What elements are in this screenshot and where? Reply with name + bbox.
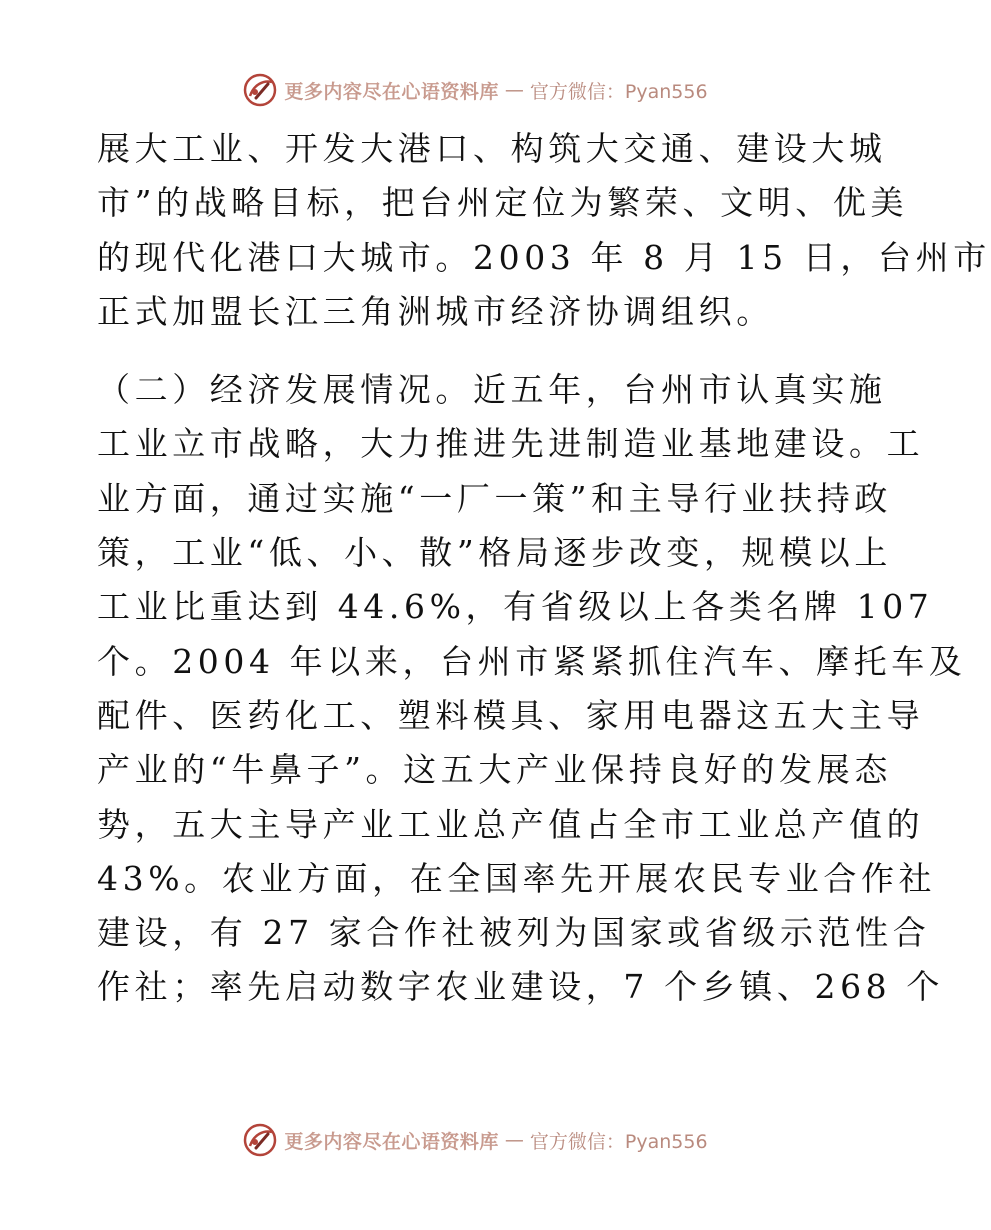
text-line: 43%。农业方面，在全国率先开展农民专业合作社 bbox=[97, 858, 937, 898]
text-line: 的现代化港口大城市。2003 年 8 月 15 日，台州市 bbox=[97, 237, 991, 277]
footer-watermark bbox=[0, 1120, 950, 1160]
text-line: 配件、医药化工、塑料模具、家用电器这五大主导 bbox=[97, 695, 925, 735]
document-body bbox=[97, 122, 991, 1015]
watermark-wechat-text: 官方微信：Pyan556 bbox=[529, 1130, 708, 1153]
brand-logo-icon bbox=[242, 1122, 278, 1158]
watermark-separator: — bbox=[504, 1129, 524, 1151]
paragraph-1 bbox=[97, 122, 991, 339]
text-line: 工业立市战略，大力推进先进制造业基地建设。工 bbox=[97, 424, 925, 464]
text-line: 策，工业“低、小、散”格局逐步改变，规模以上 bbox=[97, 533, 892, 573]
text-line: 个。2004 年以来，台州市紧紧抓住汽车、摩托车及 bbox=[97, 641, 967, 681]
text-line: 工业比重达到 44.6%，有省级以上各类名牌 107 bbox=[97, 587, 934, 627]
watermark-brand-text: 更多内容尽在心语资料库 bbox=[284, 80, 499, 103]
paragraph-2 bbox=[97, 363, 967, 1015]
text-line: 势，五大主导产业工业总产值占全市工业总产值的 bbox=[97, 804, 925, 844]
watermark-separator: — bbox=[504, 79, 524, 101]
text-line: 作社；率先启动数字农业建设，7 个乡镇、268 个 bbox=[97, 967, 944, 1007]
text-line: 业方面，通过实施“一厂一策”和主导行业扶持政 bbox=[97, 478, 892, 518]
text-line: 正式加盟长江三角洲城市经济协调组织。 bbox=[97, 291, 774, 331]
header-watermark bbox=[0, 70, 950, 110]
text-line: （二）经济发展情况。近五年，台州市认真实施 bbox=[97, 370, 887, 410]
paragraph-gap bbox=[97, 339, 867, 363]
text-line: 产业的“牛鼻子”。这五大产业保持良好的发展态 bbox=[97, 750, 892, 790]
text-line: 建设，有 27 家合作社被列为国家或省级示范性合 bbox=[97, 913, 931, 953]
watermark-brand-text: 更多内容尽在心语资料库 bbox=[284, 1130, 499, 1153]
text-line: 市”的战略目标，把台州定位为繁荣、文明、优美 bbox=[97, 183, 909, 223]
text-line: 展大工业、开发大港口、构筑大交通、建设大城 bbox=[97, 129, 887, 168]
brand-logo-icon bbox=[242, 72, 278, 108]
watermark-wechat-text: 官方微信：Pyan556 bbox=[529, 80, 708, 103]
